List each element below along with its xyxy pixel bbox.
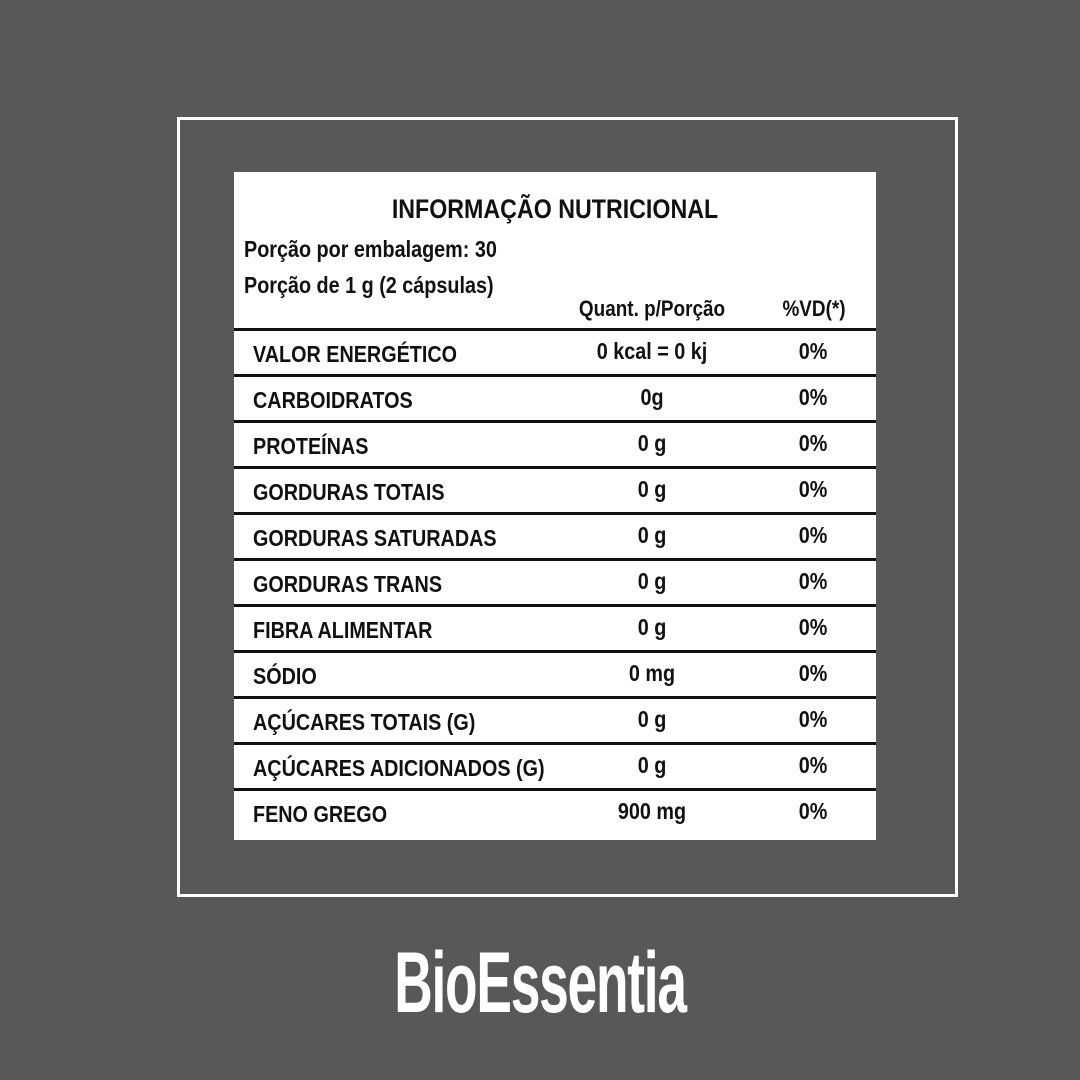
nutrient-amount: 900 mg [617, 798, 687, 824]
nutrient-name: GORDURAS TOTAIS [253, 479, 445, 505]
nutrient-amount: 0 g [637, 568, 667, 594]
nutrient-amount: 0 g [637, 752, 667, 778]
nutrient-dv: 0% [798, 660, 828, 686]
nutrient-amount: 0 kcal = 0 kj [596, 338, 708, 364]
table-row [234, 374, 876, 420]
table-row [234, 328, 876, 374]
nutrient-dv: 0% [798, 752, 828, 778]
table-row [234, 604, 876, 650]
label-title: INFORMAÇÃO NUTRICIONAL [391, 194, 719, 224]
nutrient-name: FENO GREGO [253, 801, 388, 827]
table-row [234, 512, 876, 558]
nutrient-amount: 0 g [637, 430, 667, 456]
nutrition-label [234, 172, 876, 840]
nutrient-dv: 0% [798, 476, 828, 502]
servings-per-package: Porção por embalagem: 30 [244, 236, 497, 262]
nutrient-amount: 0g [640, 384, 664, 410]
nutrient-amount: 0 g [637, 614, 667, 640]
nutrient-dv: 0% [798, 522, 828, 548]
serving-size: Porção de 1 g (2 cápsulas) [244, 272, 494, 298]
nutrient-amount: 0 g [637, 522, 667, 548]
table-row [234, 650, 876, 696]
nutrient-name: GORDURAS TRANS [253, 571, 443, 597]
table-row [234, 742, 876, 788]
table-row [234, 788, 876, 834]
table-row [234, 420, 876, 466]
nutrient-amount: 0 g [637, 706, 667, 732]
nutrient-name: CARBOIDRATOS [253, 387, 413, 413]
table-row [234, 696, 876, 742]
nutrient-name: GORDURAS SATURADAS [253, 525, 497, 551]
column-header-amount: Quant. p/Porção [578, 296, 726, 321]
nutrient-dv: 0% [798, 798, 828, 824]
table-row [234, 558, 876, 604]
nutrient-dv: 0% [798, 430, 828, 456]
nutrient-dv: 0% [798, 706, 828, 732]
nutrient-amount: 0 mg [628, 660, 676, 686]
nutrient-name: AÇÚCARES TOTAIS (G) [253, 709, 476, 735]
table-row [234, 466, 876, 512]
nutrient-amount: 0 g [637, 476, 667, 502]
nutrient-name: SÓDIO [253, 663, 317, 689]
nutrient-dv: 0% [798, 614, 828, 640]
nutrient-name: FIBRA ALIMENTAR [253, 617, 433, 643]
nutrient-name: PROTEÍNAS [253, 433, 369, 459]
nutrient-dv: 0% [798, 568, 828, 594]
nutrition-table [234, 328, 876, 834]
nutrient-name: VALOR ENERGÉTICO [253, 341, 458, 367]
column-header-dv: %VD(*) [782, 296, 846, 321]
nutrient-dv: 0% [798, 338, 828, 364]
brand-logo: BioEssentia [394, 935, 686, 1031]
nutrient-name: AÇÚCARES ADICIONADOS (G) [253, 755, 545, 781]
nutrient-dv: 0% [798, 384, 828, 410]
